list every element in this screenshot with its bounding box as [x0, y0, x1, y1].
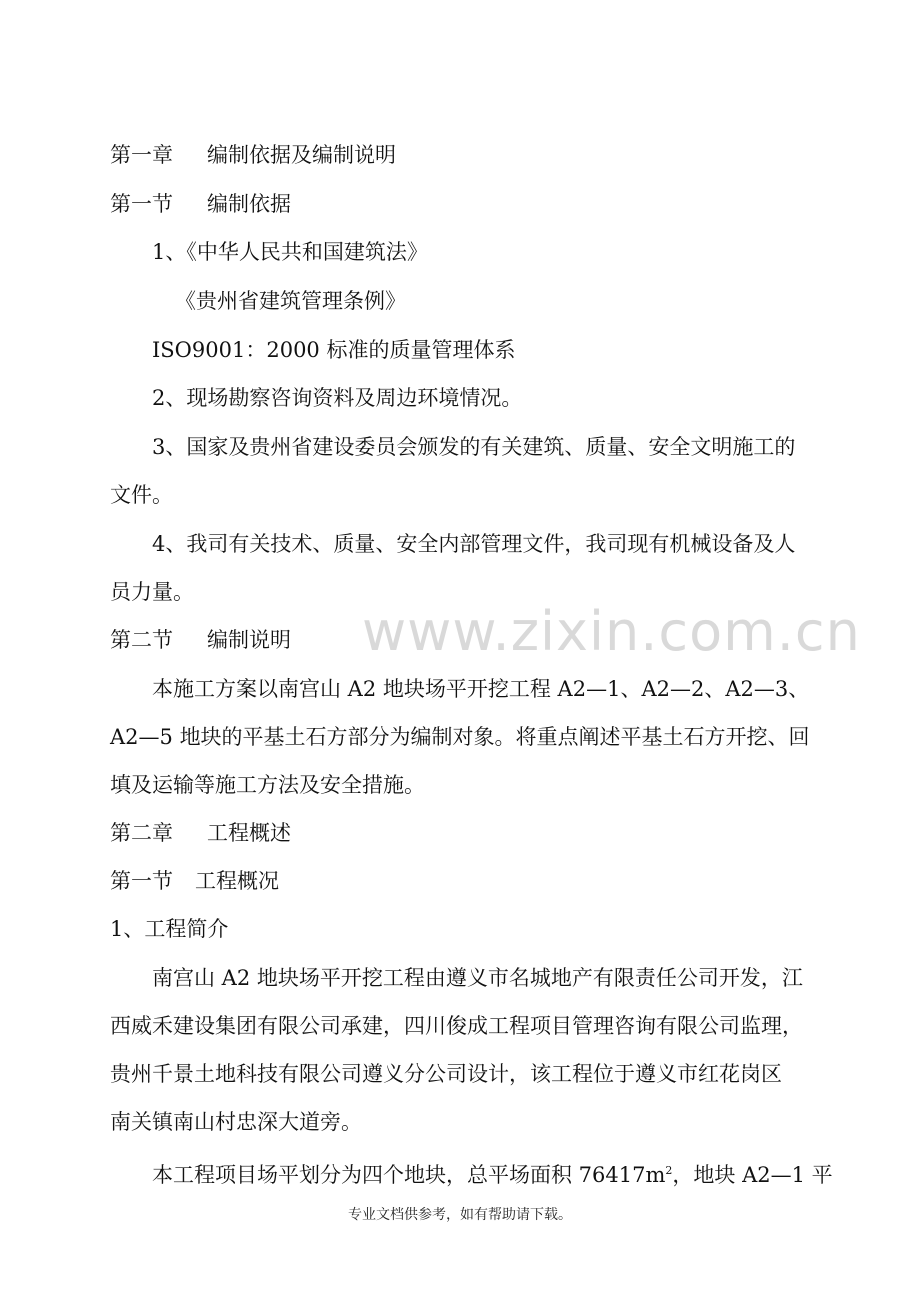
paragraph-1-line3: 填及运输等施工方法及安全措施。	[110, 773, 425, 797]
paragraph-2-line3: 贵州千景土地科技有限公司遵义分公司设计，该工程位于遵义市红花岗区	[110, 1062, 782, 1086]
watermark: www.zixin.com.cn	[362, 600, 861, 663]
basis-item-2: 2、现场勘察咨询资料及周边环境情况。	[152, 386, 523, 410]
basis-item-4-line2: 员力量。	[110, 580, 194, 604]
basis-item-1: 1、《中华人民共和国建筑法》	[152, 240, 428, 264]
chapter-1-title: 编制依据及编制说明	[207, 143, 396, 167]
paragraph-2-line1: 南宫山 A2 地块场平开挖工程由遵义市名城地产有限责任公司开发，江	[152, 966, 803, 990]
subheading-project-intro: 1、工程简介	[110, 917, 229, 941]
section-3-title: 工程概况	[195, 869, 279, 893]
basis-item-4-line1: 4、我司有关技术、质量、安全内部管理文件，我司现有机械设备及人	[152, 532, 796, 556]
basis-item-1b: 《贵州省建筑管理条例》	[175, 289, 406, 313]
section-3-heading	[110, 867, 830, 895]
paragraph-3-text-a: 本工程项目场平划分为四个地块，总平场面积 76417m	[152, 1163, 666, 1187]
basis-item-3-line1: 3、国家及贵州省建设委员会颁发的有关建筑、质量、安全文明施工的	[152, 435, 796, 459]
section-1-heading	[110, 190, 830, 218]
paragraph-1-line1: 本施工方案以南宫山 A2 地块场平开挖工程 A2—1、A2—2、A2—3、	[152, 677, 810, 701]
chapter-2-number: 第二章	[110, 821, 173, 845]
section-2-title: 编制说明	[207, 628, 291, 652]
paragraph-2-line4: 南关镇南山村忠深大道旁。	[110, 1110, 362, 1134]
page-footer: 专业文档供参考，如有帮助请下载。	[348, 1207, 572, 1223]
paragraph-2-line2: 西威禾建设集团有限公司承建，四川俊成工程项目管理咨询有限公司监理，	[110, 1014, 803, 1038]
basis-item-1c: ISO9001：2000 标准的质量管理体系	[152, 338, 516, 362]
area-unit-superscript: 2	[665, 1164, 673, 1177]
basis-item-3-line2: 文件。	[110, 483, 173, 507]
section-3-number: 第一节	[110, 869, 173, 893]
section-2-number: 第二节	[110, 628, 173, 652]
paragraph-3-text-b: ，地块 A2—1 平	[672, 1163, 833, 1187]
chapter-1-heading	[110, 141, 830, 169]
chapter-1-number: 第一章	[110, 143, 173, 167]
chapter-2-heading	[110, 819, 830, 847]
section-1-number: 第一节	[110, 192, 173, 216]
section-1-title: 编制依据	[207, 192, 291, 216]
paragraph-1-line2: A2—5 地块的平基土石方部分为编制对象。将重点阐述平基土石方开挖、回	[110, 725, 810, 749]
paragraph-3-line1	[152, 1157, 872, 1189]
chapter-2-title: 工程概述	[207, 821, 291, 845]
